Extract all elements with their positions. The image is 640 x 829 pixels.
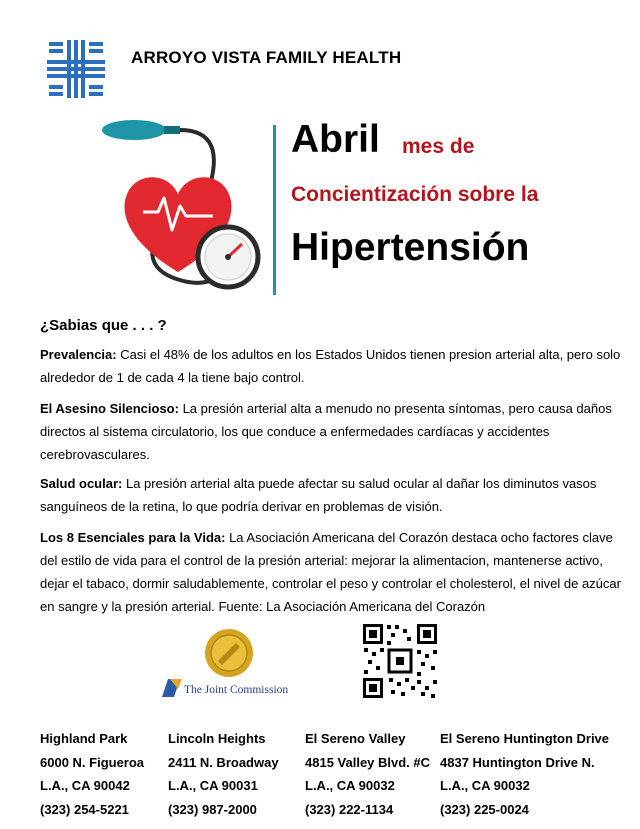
paragraph-label: Prevalencia: (40, 347, 117, 362)
paragraph-label: Los 8 Esenciales para la Vida: (40, 530, 226, 545)
paragraph-prevalencia (40, 343, 622, 389)
paragraph-asesino-silencioso (40, 397, 622, 466)
joint-commission-badge (160, 627, 298, 699)
title-divider (273, 125, 276, 295)
location-phone: (323) 222-1134 (305, 801, 394, 817)
location-address: 4837 Huntington Drive N. (440, 754, 595, 770)
paragraph-text: La presión arterial alta a menudo no presenta síntomas, pero causa daños directos al sistema circulatorio, los que conduce a enfermedades cardíacas y accidentes cerebrovasculares. (40, 401, 612, 462)
location-city: L.A., CA 90032 (440, 778, 530, 793)
location-name: El Sereno Huntington Drive (440, 731, 610, 746)
location-name: Lincoln Heights (168, 731, 266, 746)
organization-name: ARROYO VISTA FAMILY HEALTH (131, 48, 402, 67)
paragraph-8-esenciales (40, 526, 622, 618)
paragraph-text: La presión arterial alta puede afectar su salud ocular al dañar los diminutos vasos sanguíneos de la retina, lo que podría derivar en problemas de visión. (40, 476, 597, 514)
location-city: L.A., CA 90042 (40, 778, 130, 793)
location-highland-park (40, 727, 144, 821)
location-city: L.A., CA 90031 (168, 778, 258, 793)
cross-grid-logo-icon (45, 38, 107, 100)
paragraph-text: La Asociación Americana del Corazón destaca ocho factores clave del estilo de vida para el control de la presión arterial: mejorar la alimentacion, mantenerse activo, dejar el tabaco, dormir saludablemente, controlar el peso y controlar el cholesterol, el nivel de azúcar en sangre y la presión arterial. Fuente: La Asociación Americana del Corazón (40, 530, 621, 614)
location-name: El Sereno Valley (305, 731, 406, 746)
location-address: 2411 N. Broadway (168, 754, 279, 770)
blood-pressure-heart-icon (88, 112, 273, 297)
location-phone: (323) 225-0024 (440, 801, 529, 817)
qr-code-icon (361, 622, 439, 700)
section-heading: ¿Sabias que . . . ? (40, 317, 167, 334)
location-phone: (323) 987-2000 (168, 801, 257, 817)
location-address: 6000 N. Figueroa (40, 754, 145, 770)
location-address: 4815 Valley Blvd. #C (305, 754, 431, 770)
location-el-sereno-valley (305, 727, 430, 821)
title-concientizacion: Concientización sobre la (291, 183, 539, 206)
location-el-sereno-huntington (440, 727, 609, 821)
location-city: L.A., CA 90032 (305, 778, 395, 793)
location-name: Highland Park (40, 731, 128, 746)
paragraph-salud-ocular (40, 472, 622, 518)
paragraph-text: Casi el 48% de los adultos en los Estados Unidos tienen presion arterial alta, pero solo alrededor de 1 de cada 4 la tiene bajo control. (40, 347, 621, 385)
title-mes-de: mes de (402, 135, 475, 158)
location-phone: (323) 254-5221 (40, 801, 129, 817)
title-abril: Abril (291, 118, 380, 161)
location-lincoln-heights (168, 727, 279, 821)
joint-commission-text: The Joint Commission (184, 684, 289, 696)
paragraph-label: Salud ocular: (40, 476, 123, 491)
paragraph-label: El Asesino Silencioso: (40, 401, 179, 416)
title-hipertension: Hipertensión (291, 226, 530, 269)
